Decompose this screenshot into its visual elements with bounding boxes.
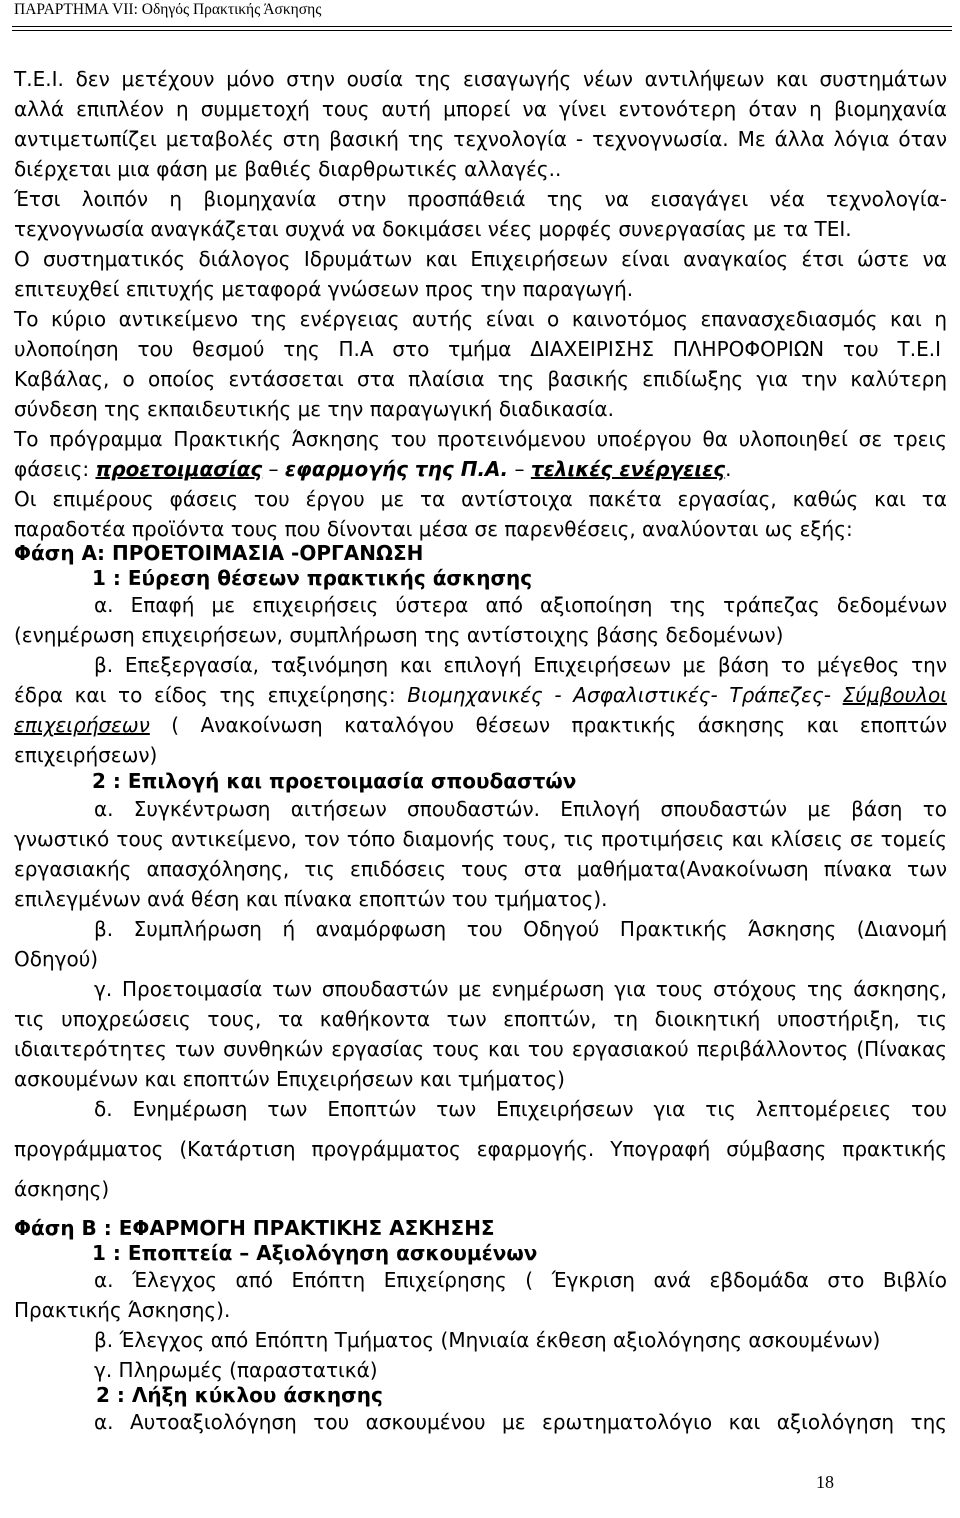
line-41 [0, 1265, 960, 1295]
text: αλλά επιπλέον η συμμετοχή τους αυτή μπορεί να γίνει εντονότερη όταν η βιομηχανία [14, 97, 947, 121]
text: ιδιαιτερότητες των συνθηκών εργασίας τους και του εργασιακού περιβάλλοντος (Πίνακας [14, 1037, 947, 1061]
text: δ. Ενημέρωση των Εποπτών των Επιχειρήσεων για τις λεπτομέρειες του [94, 1097, 947, 1121]
text: γνωστικό τους αντικείμενο, τον τόπο διαμονής τους, τις προτιμήσεις και κλίσεις σε τομείς [14, 827, 947, 851]
text: τις υποχρεώσεις τους, τα καθήκοντα των εποπτών, τη διοικητική υποστήριξη, τις [14, 1007, 947, 1031]
line-09 [0, 304, 960, 334]
phase-b-step-1-heading: 1 : Εποπτεία – Αξιολόγηση ασκουμένων [92, 1241, 538, 1265]
line-12 [0, 394, 960, 424]
page-number: 18 [816, 1472, 834, 1492]
text: επιτευχθεί επιτυχής μεταφορά γνώσεων προς την παραγωγή. [14, 277, 634, 301]
text: . [725, 457, 732, 481]
business-types-businesses: επιχειρήσεων [14, 713, 150, 737]
dash: – [508, 457, 531, 481]
text: εργασιακής απασχόλησης, τις επιδόσεις τους στα μαθήματα(Ανακοίνωση πίνακα των [14, 857, 947, 881]
line-46 [0, 1407, 960, 1437]
line-23 [0, 710, 960, 740]
text: (ενημέρωση επιχειρήσεων, συμπλήρωση της αντίστοιχης βάσης δεδομένων) [14, 623, 784, 647]
text: υλοποίηση του θεσμού της Π.Α στο τμήμα ΔΙΑΧΕΙΡΙΣΗΣ ΠΛΗΡΟΦΟΡΙΩΝ του Τ.Ε.Ι [14, 337, 941, 361]
text: Πρακτικής Άσκησης). [14, 1298, 231, 1322]
text: Τ.Ε.Ι. δεν μετέχουν μόνο στην ουσία της εισαγωγής νέων αντιλήψεων και συστημάτων [14, 67, 947, 91]
line-02 [0, 94, 960, 124]
line-14 [0, 454, 960, 484]
text: α. Συγκέντρωση αιτήσεων σπουδαστών. Επιλογή σπουδαστών με βάση το [94, 797, 947, 821]
line-43 [0, 1325, 960, 1355]
line-45 [0, 1380, 960, 1410]
text: προγράμματος (Κατάρτιση προγράμματος εφαρμογής. Υπογραφή σύμβασης πρακτικής [14, 1137, 947, 1161]
text: παραδοτέα προϊόντα τους που δίνονται μέσα σε παρενθέσεις, αναλύονται ως εξής: [14, 517, 853, 541]
line-42 [0, 1295, 960, 1325]
line-26 [0, 794, 960, 824]
line-32 [0, 974, 960, 1004]
line-06 [0, 214, 960, 244]
text: α. Έλεγχος από Επόπτη Επιχείρησης ( Έγκριση ανά εβδομάδα στο Βιβλίο [94, 1268, 947, 1292]
text: ( Ανακοίνωση καταλόγου θέσεων πρακτικής άσκησης και εποπτών [149, 713, 947, 737]
announcement-line [14, 710, 947, 740]
text: έδρα και το είδος της επιχείρησης: [14, 683, 408, 707]
line-04 [0, 154, 960, 184]
text: αντιμετωπίζει μεταβολές στη βασική της τεχνολογία - τεχνογνωσία. Με άλλα λόγια όταν [14, 127, 947, 151]
line-11 [0, 364, 960, 394]
text: γ. Πληρωμές (παραστατικά) [94, 1358, 378, 1382]
line-40 [0, 1238, 960, 1268]
line-28 [0, 854, 960, 884]
phase-a-heading: Φάση Α: ΠΡΟΕΤΟΙΜΑΣΙΑ -ΟΡΓΑΝΩΣΗ [14, 541, 424, 565]
line-38 [0, 1174, 960, 1204]
text: β. Επεξεργασία, ταξινόμηση και επιλογή Επιχειρήσεων με βάση το μέγεθος την [94, 653, 947, 677]
line-22 [0, 680, 960, 710]
text: Ο συστηματικός διάλογος Ιδρυμάτων και Επιχειρήσεων είναι αναγκαίος έτσι ώστε να [14, 247, 947, 271]
line-35 [0, 1064, 960, 1094]
line-20 [0, 620, 960, 650]
text: επιλεγμένων ανά θέση και πίνακα εποπτών του τμήματος). [14, 887, 608, 911]
running-header: ΠΑΡΑΡΤΗΜΑ VII: Οδηγός Πρακτικής Άσκησης [14, 1, 322, 18]
line-36 [0, 1094, 960, 1124]
text: φάσεις: [14, 457, 96, 481]
text: Το κύριο αντικείμενο της ενέργειας αυτής είναι ο καινοτόμος επανασχεδιασμός και η [14, 307, 947, 331]
text: επιχειρήσεων) [14, 743, 158, 767]
line-37 [0, 1134, 960, 1164]
dash: – [262, 457, 285, 481]
line-33 [0, 1004, 960, 1034]
phase-b-heading: Φάση Β : ΕΦΑΡΜΟΓΗ ΠΡΑΚΤΙΚΗΣ ΑΣΚΗΣΗΣ [14, 1216, 495, 1240]
header-rule-second [12, 30, 952, 31]
line-05 [0, 184, 960, 214]
text: α. Αυτοαξιολόγηση του ασκουμένου με ερωτηματολόγιο και αξιολόγηση της [94, 1410, 947, 1434]
line-25 [0, 766, 960, 796]
line-29 [0, 884, 960, 914]
line-01 [0, 64, 960, 94]
line-30 [0, 914, 960, 944]
business-types-consultants: Σύμβουλοι [842, 683, 947, 707]
phase-application: εφαρμογής της Π.Α. [284, 457, 509, 481]
phase-b-step-2-heading: 2 : Λήξη κύκλου άσκησης [96, 1383, 383, 1407]
text: β. Έλεγχος από Επόπτη Τμήματος (Μηνιαία έκθεση αξιολόγησης ασκουμένων) [94, 1328, 881, 1352]
text: διέρχεται μια φάση με βαθιές διαρθρωτικές αλλαγές.. [14, 157, 562, 181]
business-types-line [14, 680, 947, 710]
line-08 [0, 274, 960, 304]
line-19 [0, 590, 960, 620]
line-13 [0, 424, 960, 454]
line-03 [0, 124, 960, 154]
line-10 [0, 334, 960, 364]
text: Καβάλας, ο οποίος εντάσσεται στα πλαίσια της βασικής επιδίωξης για την καλύτερη [14, 367, 947, 391]
text: σύνδεση της εκπαιδευτικής με την παραγωγική διαδικασία. [14, 397, 614, 421]
line-18 [0, 563, 960, 593]
phases-line [14, 454, 834, 484]
business-types: Βιομηχανικές - Ασφαλιστικές- Τράπεζες- [407, 683, 843, 707]
phase-final-actions: τελικές ενέργειες [530, 457, 726, 481]
text: Οι επιμέρους φάσεις του έργου με τα αντίστοιχα πακέτα εργασίας, καθώς και τα [14, 487, 947, 511]
text: α. Επαφή με επιχειρήσεις ύστερα από αξιοποίηση της τράπεζας δεδομένων [94, 593, 947, 617]
phase-a-step-2-heading: 2 : Επιλογή και προετοιμασία σπουδαστών [92, 769, 577, 793]
text: β. Συμπλήρωση ή αναμόρφωση του Οδηγού Πρακτικής Άσκησης (Διανομή [94, 917, 947, 941]
text: Έτσι λοιπόν η βιομηχανία στην προσπάθειά της να εισαγάγει νέα τεχνολογία- [14, 187, 947, 211]
line-31 [0, 944, 960, 974]
text: Οδηγού) [14, 947, 99, 971]
line-15 [0, 484, 960, 514]
line-07 [0, 244, 960, 274]
line-27 [0, 824, 960, 854]
phase-preparation: προετοιμασίας [95, 457, 263, 481]
text: άσκησης) [14, 1177, 110, 1201]
text: Το πρόγραμμα Πρακτικής Άσκησης του προτεινόμενου υποέργου θα υλοποιηθεί σε τρεις [14, 427, 947, 451]
header-rule [12, 26, 952, 27]
line-34 [0, 1034, 960, 1064]
line-21 [0, 650, 960, 680]
text: γ. Προετοιμασία των σπουδαστών με ενημέρωση για τους στόχους της άσκησης, [94, 977, 947, 1001]
text: ασκουμένων και εποπτών Επιχειρήσεων και τμήματος) [14, 1067, 565, 1091]
phase-a-step-1-heading: 1 : Εύρεση θέσεων πρακτικής άσκησης [92, 566, 533, 590]
text: τεχνογνωσία αναγκάζεται συχνά να δοκιμάσει νέες μορφές συνεργασίας με τα ΤΕΙ. [14, 217, 852, 241]
